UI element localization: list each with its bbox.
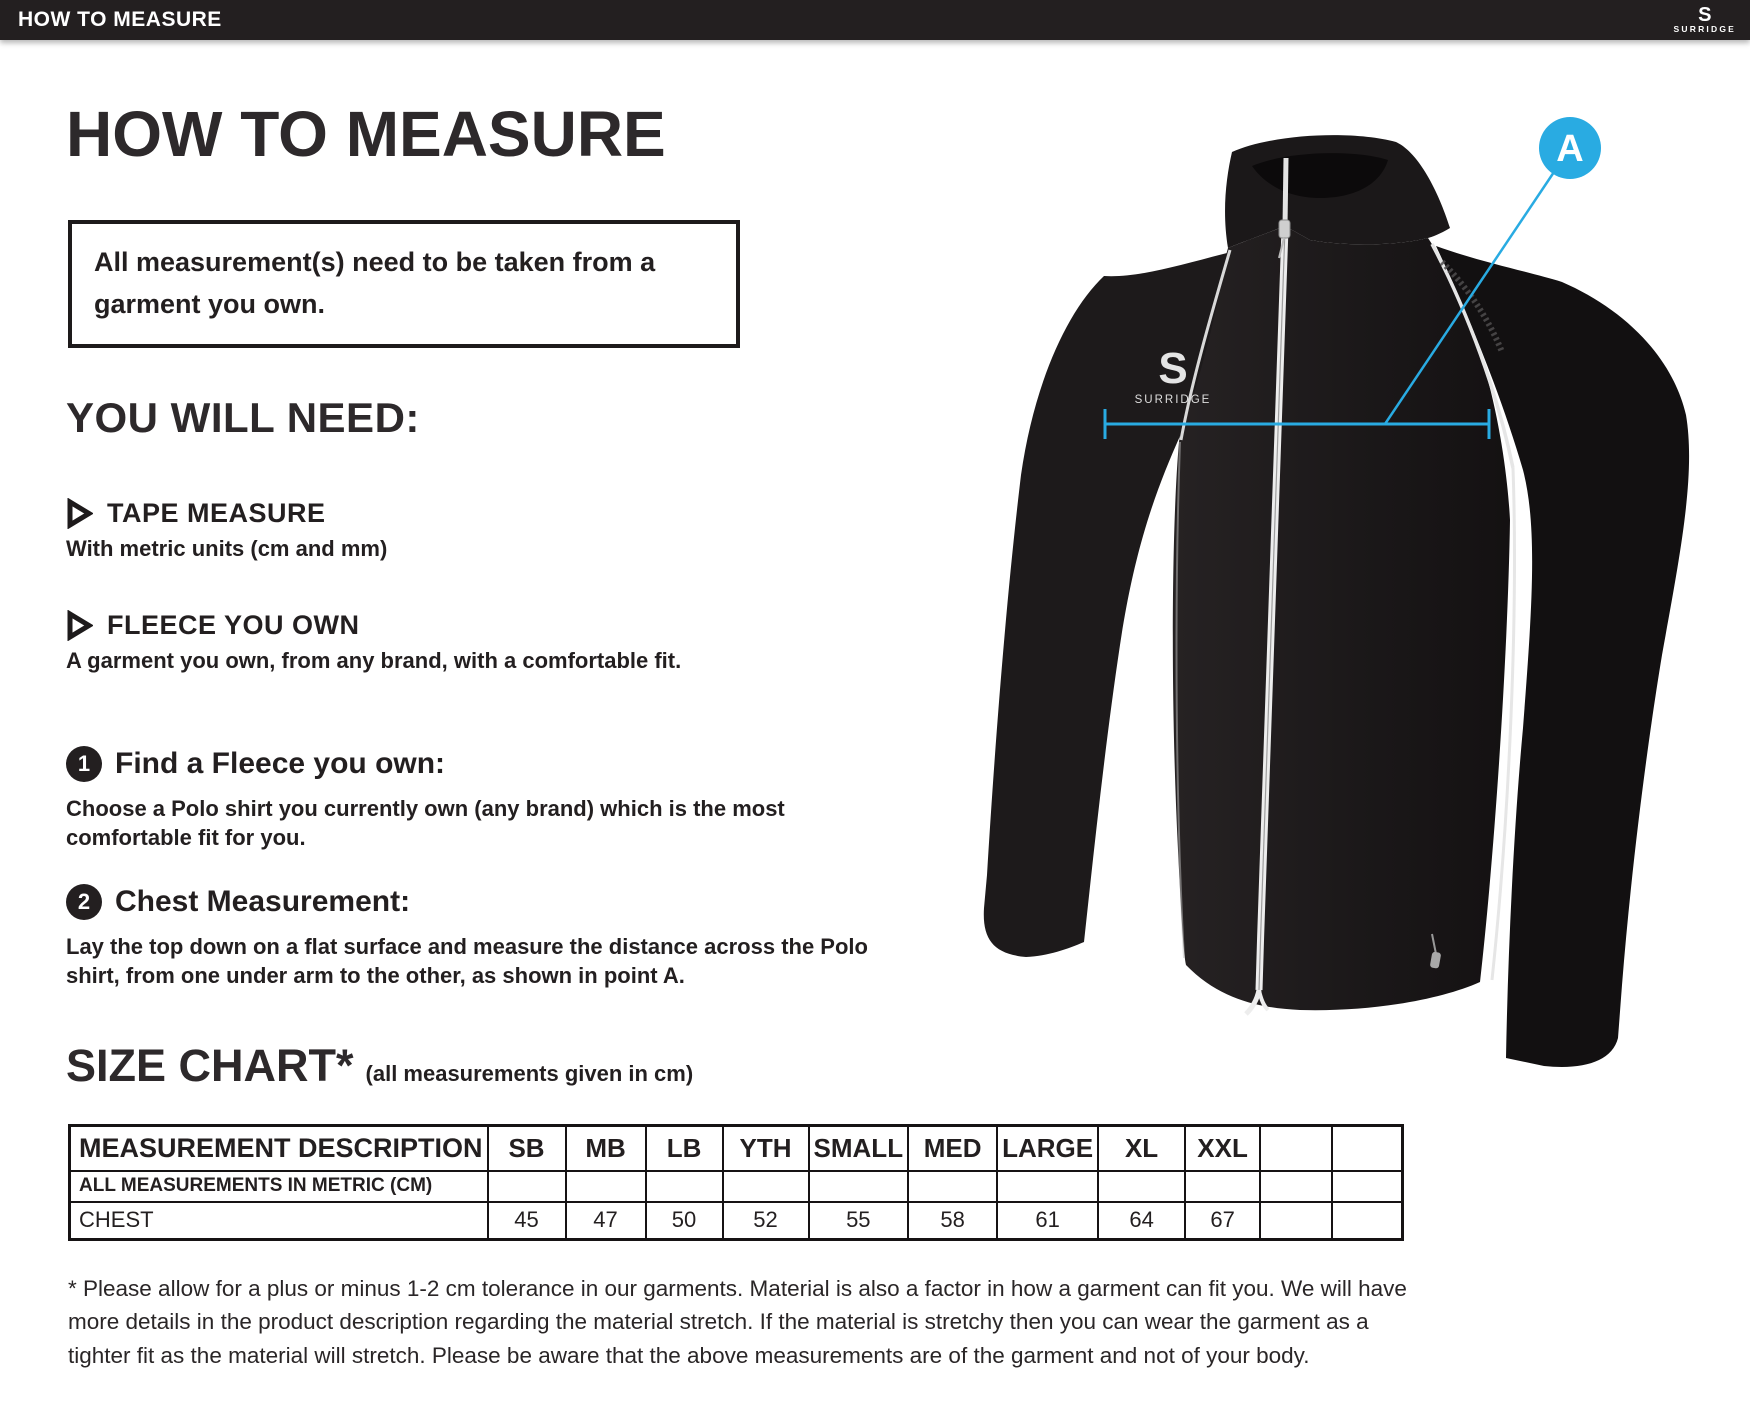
size-chart-table [68,1124,1404,1241]
size-chart-subtitle: (all measurements given in cm) [365,1061,694,1086]
size-chart-cell [908,1171,997,1202]
size-chart-column-header: YTH [723,1126,809,1171]
step-description: Lay the top down on a flat surface and measure the distance across the Polo shirt, from one under arm to the other, as shown in point A. [66,934,868,989]
size-chart-cell: 64 [1098,1202,1185,1240]
page-title: HOW TO MEASURE [66,98,666,170]
size-chart-row [70,1202,1403,1240]
size-chart-column-header [1332,1126,1402,1171]
size-chart-column-header: MEASUREMENT DESCRIPTION [70,1126,488,1171]
size-chart-title: SIZE CHART* [66,1040,354,1091]
step-description: Choose a Polo shirt you currently own (any brand) which is the most comfortable fit for you. [66,796,785,851]
jacket-body [1173,226,1510,1010]
size-chart-cell [1260,1202,1332,1240]
you-will-need-heading: YOU WILL NEED: [66,394,420,441]
size-chart-column-header [1260,1126,1332,1171]
top-bar [0,0,1750,40]
size-chart-cell: 58 [908,1202,997,1240]
triangle-bullet-icon [66,610,93,641]
size-chart-cell [1332,1171,1402,1202]
need-item-title: TAPE MEASURE [107,498,326,528]
surridge-logo [1673,3,1736,34]
triangle-bullet-icon [66,498,93,529]
step-number-badge: 2 [66,884,102,920]
size-chart-cell: 50 [646,1202,723,1240]
size-chart-cell: 67 [1185,1202,1260,1240]
size-chart-cell: 45 [488,1202,566,1240]
step-number-badge: 1 [66,746,102,782]
need-item-title: FLEECE YOU OWN [107,610,360,640]
step-title: Find a Fleece you own: [115,747,446,780]
size-chart-cell [566,1171,646,1202]
need-item-tape-measure [66,498,387,562]
footnote-line: tighter fit as the material will stretch. Please be aware that the above measurements are of the garment and not of your body. [68,1342,1310,1368]
size-chart-cell: 55 [809,1202,909,1240]
size-chart-column-header: LARGE [997,1126,1098,1171]
size-chart-header-row [70,1126,1403,1171]
footnote-line: * Please allow for a plus or minus 1-2 cm tolerance in our garments. Material is also a factor in how a garment can fit you. We will have [68,1276,1407,1301]
zip-slider [1279,220,1290,238]
garment-logo-text: SURRIDGE [1134,394,1212,406]
step-1-find-a-fleece [66,746,881,852]
size-chart-row-label: CHEST [70,1202,488,1240]
size-chart-cell: 61 [997,1202,1098,1240]
size-chart-cell [488,1171,566,1202]
size-chart-cell [1332,1202,1402,1240]
need-item-description: With metric units (cm and mm) [66,536,388,561]
marker-a-label: A [1556,128,1584,170]
surridge-logo-s-icon: S [1698,3,1712,26]
top-bar-title: HOW TO MEASURE [18,8,222,31]
size-chart-cell [1185,1171,1260,1202]
size-chart-column-header: SB [488,1126,566,1171]
size-chart-cell [809,1171,909,1202]
size-chart-cell [723,1171,809,1202]
need-item-fleece [66,610,681,674]
footnote-line: more details in the product description regarding the material stretch. If the material is stretchy then you can wear the garment as a [68,1309,1369,1335]
fleece-jacket-illustration [880,50,1750,1080]
notice-text: All measurement(s) need to be taken from a garment you own. [94,247,656,319]
size-chart-column-header: MB [566,1126,646,1171]
step-title: Chest Measurement: [115,885,411,918]
size-chart-row-label: ALL MEASUREMENTS IN METRIC (CM) [70,1171,488,1202]
size-chart-cell [646,1171,723,1202]
garment-logo-s-icon: S [1158,344,1188,393]
size-chart-cell [1098,1171,1185,1202]
size-chart-column-header: XXL [1185,1126,1260,1171]
fleece-jacket-diagram [880,50,1750,1080]
size-chart-cell [1260,1171,1332,1202]
size-chart-column-header: MED [908,1126,997,1171]
size-chart-cell: 47 [566,1202,646,1240]
notice-box [68,220,740,348]
size-chart-row [70,1171,1403,1202]
surridge-logo-text: SURRIDGE [1673,23,1736,34]
need-item-description: A garment you own, from any brand, with a comfortable fit. [66,648,682,673]
zip-collar [1285,158,1286,226]
size-chart-heading [66,1040,693,1092]
step-2-chest-measurement [66,884,881,990]
size-chart-cell: 52 [723,1202,809,1240]
size-chart-column-header: XL [1098,1126,1185,1171]
size-chart-column-header: SMALL [809,1126,909,1171]
size-chart-cell [997,1171,1098,1202]
size-chart-footnote [68,1272,1407,1372]
size-chart-column-header: LB [646,1126,723,1171]
